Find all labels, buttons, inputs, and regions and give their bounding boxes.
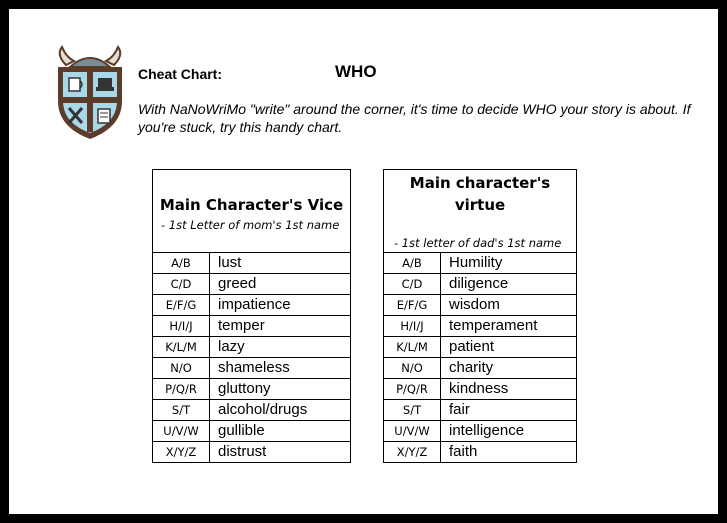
virtue-value: kindness	[449, 380, 509, 397]
virtue-value: charity	[449, 359, 494, 376]
table-row	[153, 274, 350, 295]
vice-table-body	[153, 253, 350, 462]
vice-value: alcohol/drugs	[218, 401, 308, 418]
letter-key: H/I/J	[153, 316, 210, 336]
letter-key: P/Q/R	[384, 379, 441, 399]
table-row	[153, 400, 350, 421]
table-row	[384, 316, 576, 337]
table-row	[384, 358, 576, 379]
letter-key: H/I/J	[384, 316, 441, 336]
document-page	[9, 9, 718, 514]
letter-key: A/B	[384, 253, 441, 273]
letter-key: N/O	[384, 358, 441, 378]
table-row	[153, 358, 350, 379]
letter-key: C/D	[384, 274, 441, 294]
virtue-value: diligence	[449, 275, 509, 292]
intro-text: With NaNoWriMo "write" around the corner, it's time to decide WHO your story is about. If you're stuck, try this handy chart.	[138, 101, 691, 135]
letter-key: N/O	[153, 358, 210, 378]
nanowrimo-logo-icon	[52, 45, 128, 141]
letter-key: K/L/M	[384, 337, 441, 357]
letter-key: E/F/G	[153, 295, 210, 315]
vice-value: temper	[218, 317, 265, 334]
table-row	[153, 337, 350, 358]
letter-key: U/V/W	[384, 421, 441, 441]
vice-value: gullible	[218, 422, 265, 439]
vice-table-header	[153, 170, 350, 253]
virtue-value: wisdom	[449, 296, 500, 313]
virtue-value: fair	[449, 401, 470, 418]
vice-table	[152, 169, 351, 463]
letter-key: C/D	[153, 274, 210, 294]
virtue-value: Humility	[449, 254, 503, 271]
virtue-value: intelligence	[449, 422, 525, 439]
letter-key: E/F/G	[384, 295, 441, 315]
vice-table-title: Main Character's Vice	[159, 196, 344, 214]
letter-key: S/T	[384, 400, 441, 420]
table-row	[153, 379, 350, 400]
virtue-value: temperament	[449, 317, 538, 334]
table-row	[153, 295, 350, 316]
vice-value: greed	[218, 275, 257, 292]
table-row	[384, 295, 576, 316]
letter-key: K/L/M	[153, 337, 210, 357]
vice-value: lust	[218, 254, 242, 271]
vice-value: gluttony	[218, 380, 271, 397]
table-row	[153, 316, 350, 337]
letter-key: A/B	[153, 253, 210, 273]
table-row	[384, 442, 576, 462]
table-row	[384, 400, 576, 421]
table-row	[384, 337, 576, 358]
table-row	[153, 442, 350, 462]
letter-key: X/Y/Z	[153, 442, 210, 462]
page-title: WHO	[335, 62, 377, 81]
table-row	[153, 421, 350, 442]
vice-table-subtitle: - 1st Letter of mom's 1st name	[161, 218, 340, 232]
vice-value: distrust	[218, 443, 267, 460]
table-row	[153, 253, 350, 274]
table-row	[384, 253, 576, 274]
virtue-value: faith	[449, 443, 478, 460]
virtue-table-header	[384, 170, 576, 253]
table-row	[384, 421, 576, 442]
virtue-table-title: Main character's virtue	[409, 174, 551, 214]
letter-key: U/V/W	[153, 421, 210, 441]
letter-key: P/Q/R	[153, 379, 210, 399]
virtue-value: patient	[449, 338, 495, 355]
table-row	[384, 274, 576, 295]
vice-value: impatience	[218, 296, 291, 313]
table-row	[384, 379, 576, 400]
vice-value: shameless	[218, 359, 290, 376]
letter-key: S/T	[153, 400, 210, 420]
virtue-table-subtitle: - 1st letter of dad's 1st name	[394, 236, 562, 250]
virtue-table	[383, 169, 577, 463]
letter-key: X/Y/Z	[384, 442, 441, 462]
cheat-chart-label: Cheat Chart:	[138, 66, 223, 82]
vice-value: lazy	[218, 338, 245, 355]
virtue-table-body	[384, 253, 576, 462]
